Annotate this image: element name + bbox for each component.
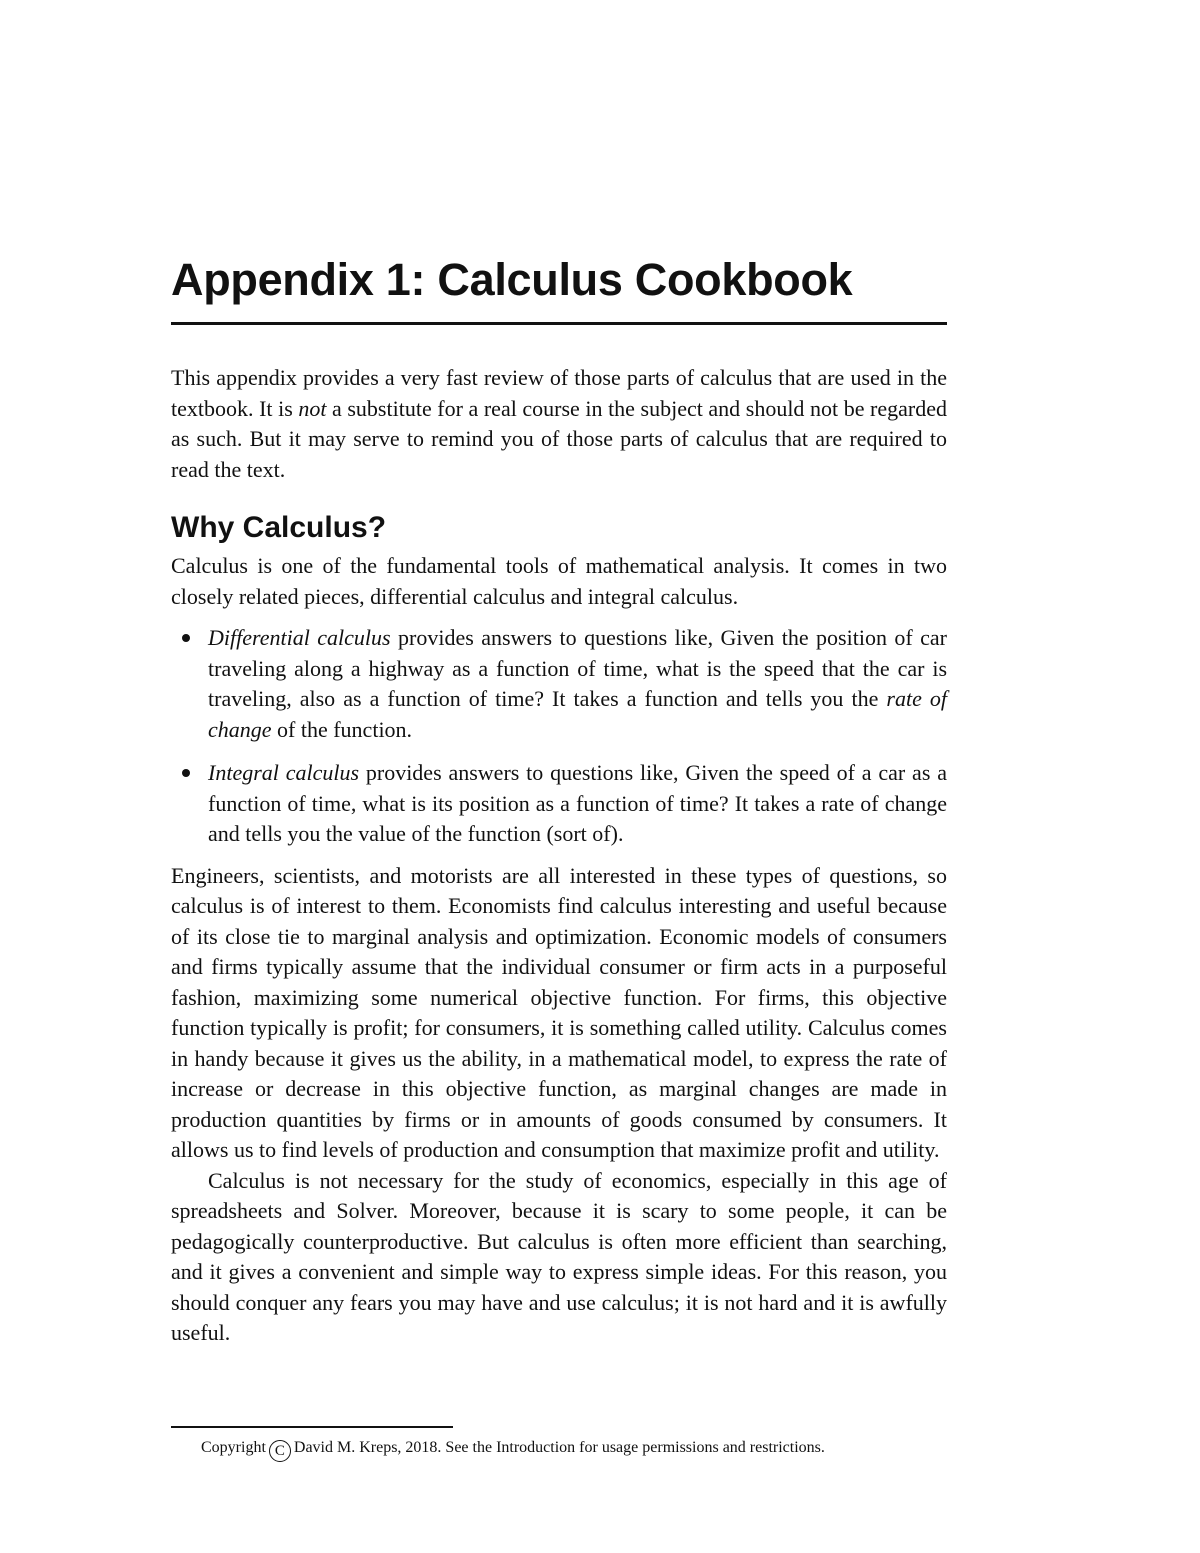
bullet-dot-icon: [182, 769, 190, 777]
copyright-prefix: Copyright: [201, 1439, 266, 1456]
intro-text-end: a substitute for a real course in the subject and should not be regarded as such. But it may serve to remind you of those parts of calculus that are required to read the text.: [171, 395, 947, 482]
bullet-text: provides answers to questions like, Given the position of car traveling along a highway as a function of time, what is the speed that the car is traveling, also as a function of time? It takes a function and tells you the: [208, 625, 947, 711]
bullet-dot-icon: [182, 634, 190, 642]
bullet-text-end: of the function.: [271, 716, 413, 742]
bullet-emphasis: rate of change: [208, 686, 947, 742]
body-paragraph-conclusion: Calculus is not necessary for the study of economics, especially in this age of spreadsheets and Solver. Moreover, because it is scary to some people, it can be pedagogically counterproductive. But calculus is often more efficient than searching, and it gives a convenient and simple way to express simple ideas. For this reason, you should conquer any fears you may have and use calculus; it is not hard and it is awfully useful.: [171, 1167, 947, 1345]
bullet-list: [171, 623, 947, 850]
bullet-term: Differential calculus: [208, 625, 391, 650]
section-lead-paragraph: Calculus is one of the fundamental tools of mathematical analysis. It comes in two closely related pieces, differential calculus and integral calculus.: [171, 553, 947, 609]
bullet-text: provides answers to questions like, Given the speed of a car as a function of time, what is its position as a function of time? It takes a rate of change and tells you the value of the function (sort of).: [208, 760, 947, 846]
intro-text-start: This appendix provides a very fast review of those parts of calculus that are used in the textbook. It is: [171, 365, 947, 421]
section-body: [171, 551, 947, 1349]
chapter-title: Appendix 1: Calculus Cookbook: [171, 254, 853, 305]
bullet-term: Integral calculus: [208, 760, 360, 785]
body-paragraph-economists: Engineers, scientists, and motorists are all interested in these types of questions, so calculus is of interest to them. Economists find calculus interesting and useful because of its close tie to marginal analysis and optimization. Economic models of consumers and firms typically assume that the individual consumer or firm acts in a purposeful fashion, maximizing some numerical objective function. For firms, this objective function typically is profit; for consumers, it is something called utility. Calculus comes in handy because it gives us the ability, in a mathematical model, to express the rate of increase or decrease in this objective function, as marginal changes are made in production quantities by firms or in amounts of goods consumed by consumers. It allows us to find levels of production and consumption that maximize profit and utility.: [171, 862, 947, 1162]
copyright-text: David M. Kreps, 2018. See the Introduction for usage permissions and restrictions.: [293, 1439, 825, 1456]
copyright-footnote: [201, 1436, 825, 1462]
bullet-item-differential: [171, 623, 947, 745]
bullet-item-integral: [171, 758, 947, 850]
footnote-rule: [171, 1426, 453, 1428]
title-rule: [171, 322, 947, 325]
section-heading: Why Calculus?: [171, 511, 387, 544]
intro-emphasis: not: [298, 395, 327, 421]
intro-paragraph: [171, 363, 947, 485]
copyright-icon: C: [269, 1440, 291, 1462]
